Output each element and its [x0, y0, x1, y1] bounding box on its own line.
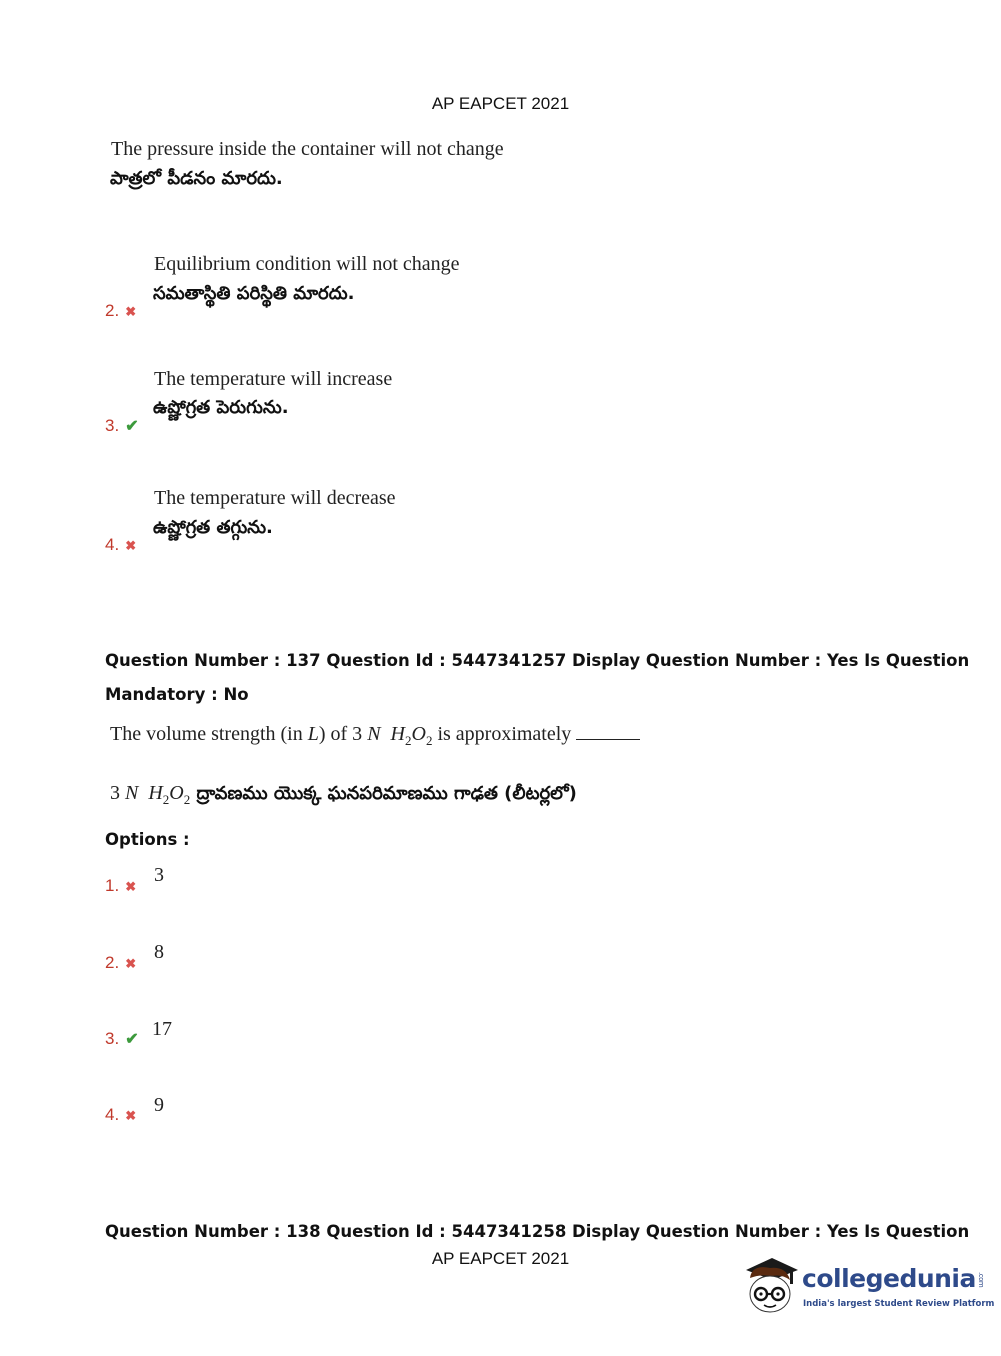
option-number-label: 2. — [105, 953, 120, 972]
check-icon: ✔ — [125, 418, 139, 435]
q137-option-1-value: 3 — [154, 864, 164, 886]
logo-suffix: .com — [976, 1272, 985, 1288]
stem-sub: 2 — [425, 733, 433, 748]
stem-var: N — [125, 782, 139, 804]
q137-option-2-value: 8 — [154, 941, 164, 963]
prev-option-4-en: The temperature will decrease — [154, 487, 396, 509]
stem-var: N — [367, 723, 381, 745]
prev-option-1-en: The pressure inside the container will not change — [111, 138, 504, 160]
prev-option-3-te: ఉష్ణోగ్రత పెరుగును. — [153, 397, 289, 418]
q137-option-2-number — [105, 953, 136, 973]
option-number-label: 4. — [105, 535, 120, 554]
q137-meta-line1: Question Number : 137 Question Id : 5447341257 Display Question Number : Yes Is Question — [105, 651, 970, 670]
prev-option-4-number — [105, 535, 136, 555]
prev-option-3-en: The temperature will increase — [154, 368, 393, 390]
cross-icon: ✖ — [125, 879, 137, 894]
stem-text: is approximately — [432, 723, 572, 745]
q137-option-3-number — [105, 1029, 139, 1049]
options-label: Options : — [105, 830, 190, 849]
q137-stem-en — [110, 723, 640, 749]
prev-option-1-te: పాత్రలో పీడనం మారదు. — [110, 168, 283, 189]
option-number-label: 4. — [105, 1105, 120, 1124]
prev-option-2-en: Equilibrium condition will not change — [154, 253, 460, 275]
logo-wordmark — [802, 1264, 985, 1293]
q137-option-4-value: 9 — [154, 1094, 164, 1116]
q138-meta-line1: Question Number : 138 Question Id : 5447341258 Display Question Number : Yes Is Question — [105, 1222, 970, 1241]
q137-option-1-number — [105, 876, 136, 896]
option-number-label: 3. — [105, 1029, 120, 1048]
option-number-label: 2. — [105, 301, 120, 320]
stem-text: 3 — [110, 782, 125, 804]
answer-blank — [576, 725, 640, 740]
cross-icon: ✖ — [125, 956, 137, 971]
stem-var: O — [169, 782, 184, 804]
logo-tagline: India's largest Student Review Platform — [803, 1299, 995, 1309]
stem-text: ) of 3 — [318, 723, 368, 745]
stem-sub: 2 — [162, 792, 170, 807]
stem-sub: 2 — [183, 792, 191, 807]
q137-option-4-number — [105, 1105, 136, 1125]
cross-icon: ✖ — [125, 1108, 137, 1123]
q137-option-3-value: 17 — [152, 1018, 172, 1040]
logo-name: collegedunia — [802, 1264, 976, 1293]
stem-var: H — [390, 723, 405, 745]
stem-var: H — [148, 782, 163, 804]
stem-var: L — [307, 723, 319, 745]
cross-icon: ✖ — [125, 538, 137, 553]
prev-option-2-te: సమతాస్థితి పరిస్థితి మారదు. — [153, 283, 355, 304]
page-footer: AP EAPCET 2021 — [431, 1249, 570, 1268]
stem-text: The volume strength (in — [110, 723, 308, 745]
prev-option-3-number — [105, 416, 139, 436]
cross-icon: ✖ — [125, 304, 137, 319]
stem-sub: 2 — [404, 733, 412, 748]
mascot-icon — [742, 1250, 798, 1320]
option-number-label: 1. — [105, 876, 120, 895]
stem-var: O — [411, 723, 426, 745]
q137-stem-te — [110, 782, 577, 808]
stem-text-te: ద్రావణము యొక్క ఘనపరిమాణము గాఢత (లీటర్లలో) — [190, 783, 577, 804]
option-number-label: 3. — [105, 416, 120, 435]
prev-option-4-te: ఉష్ణోగ్రత తగ్గును. — [153, 517, 273, 538]
page-header: AP EAPCET 2021 — [431, 94, 570, 113]
q137-meta-line2: Mandatory : No — [105, 685, 249, 704]
prev-option-2-number — [105, 301, 136, 321]
check-icon: ✔ — [125, 1031, 139, 1048]
